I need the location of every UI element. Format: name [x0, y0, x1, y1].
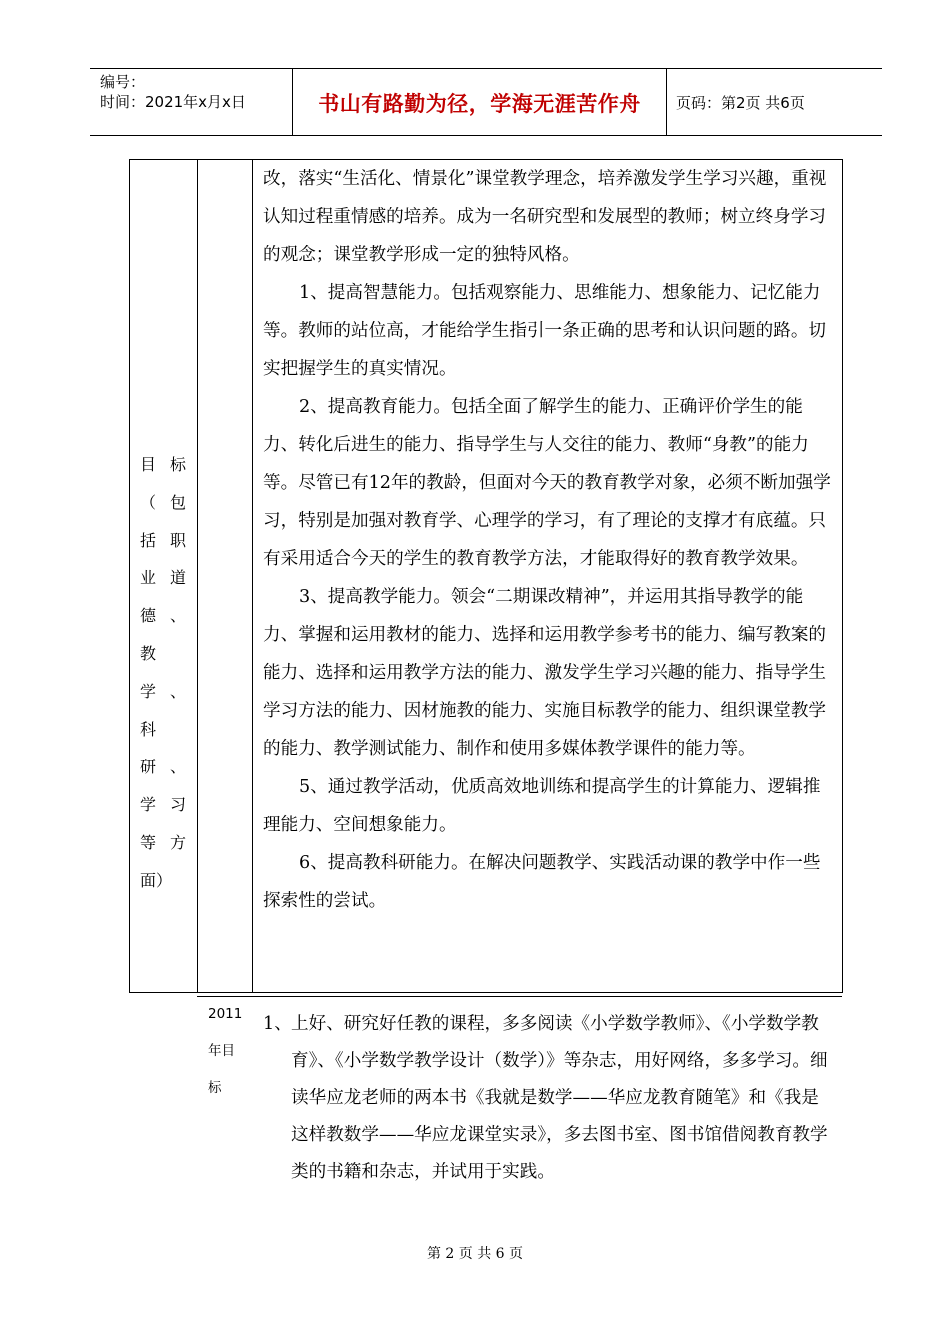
label-row	[130, 717, 196, 755]
header-slogan: 书山有路勤为径，学海无涯苦作舟	[318, 92, 641, 116]
header-meta	[100, 72, 246, 112]
label-row	[130, 792, 196, 830]
year-label-line: 标	[208, 1080, 222, 1096]
label-char: 目	[140, 455, 157, 474]
page-header	[90, 68, 882, 136]
label-row	[130, 452, 196, 490]
time-label: 时间：2021年x月x日	[100, 93, 246, 111]
label-row	[130, 490, 196, 528]
label-char: 道	[169, 568, 186, 588]
content-paragraph: 5、通过教学活动，优质高效地训练和提高学生的计算能力、逻辑推理能力、空间想象能力。	[263, 777, 821, 835]
label-char: 德	[140, 606, 157, 626]
content-paragraph: 1、提高智慧能力。包括观察能力、思维能力、想象能力、记忆能力等。教师的站位高，才能给学生指引一条正确的思考和认识问题的路。切实把握学生的真实情况。	[263, 283, 827, 379]
year-label-line: 年目	[208, 1043, 235, 1059]
label-char: 业	[140, 568, 157, 588]
label-row	[130, 679, 196, 717]
header-bottom-rule	[90, 135, 882, 136]
label-char: 、	[169, 757, 186, 777]
serial-label: 编号：	[100, 73, 146, 91]
label-char: 括	[140, 530, 157, 550]
content-paragraph: 改，落实“生活化、情景化”课堂教学理念，培养激发学生学习兴趣，重视认知过程重情感的培养。成为一名研究型和发展型的教师；树立终身学习的观念；课堂教学形成一定的独特风格。	[263, 169, 827, 265]
year-label-line: 2011	[208, 1006, 243, 1022]
content-paragraph: 3、提高教学能力。领会“二期课改精神”，并运用其指导教学的能力、掌握和运用教材的能力、选择和运用教学参考书的能力、编写教案的能力、选择和运用教学方法的能力、激发学生学习兴趣的能力、指导学生学习方法的能力、因材施教的能力、实施目标教学的能力、组织课堂教学的能力、教学测试能力、制作和使用多媒体教学课件的能力等。	[263, 587, 827, 759]
label-row	[130, 641, 196, 679]
header-page-info: 页码：第2页 共6页	[676, 94, 805, 112]
table-col-divider-1	[197, 160, 198, 992]
content-paragraph: 6、提高教科研能力。在解决问题教学、实践活动课的教学中作一些探索性的尝试。	[263, 853, 821, 911]
label-char: 、	[169, 681, 186, 701]
label-char: 习	[169, 795, 186, 815]
label-char: 、	[169, 606, 186, 626]
label-row	[130, 754, 196, 792]
row-label-goals	[130, 452, 196, 906]
header-top-rule	[90, 68, 882, 69]
label-char: 研	[140, 757, 157, 777]
goal-text: 上好、研究好任教的课程，多多阅读《小学数学教师》、《小学数学教育》、《小学数学教学设计（数学）》等杂志，用好网络，多多学习。细读华应龙老师的两本书《我就是数学——华应龙教育随笔》和《我是这样教数学——华应龙课堂实录》，多去图书室、图书馆借阅教育教学类的书籍和杂志，并试用于实践。	[291, 1014, 828, 1182]
label-char: 学	[140, 681, 157, 701]
label-char: 包	[169, 492, 186, 512]
row-label-2011	[198, 996, 262, 1107]
label-row	[130, 868, 196, 906]
table-col-divider-2	[252, 160, 253, 992]
label-row	[130, 565, 196, 603]
label-char: 等	[140, 832, 157, 852]
label-row	[130, 830, 196, 868]
plan-table	[129, 159, 843, 1182]
content-paragraph: 2、提高教育能力。包括全面了解学生的能力、正确评价学生的能力、转化后进生的能力、指导学生与人交往的能力、教师“身教”的能力等。尽管已有12年的教龄，但面对今天的教育教学对象，必须不断加强学习，特别是加强对教育学、心理学的学习，有了理论的支撑才有底蕴。只有采用适合今天的学生的教育教学方法，才能取得好的教育教学效果。	[263, 397, 831, 569]
label-char: 科	[140, 719, 157, 739]
label-char: 面）	[140, 870, 173, 890]
label-char: 教	[140, 643, 157, 663]
label-row	[130, 528, 196, 566]
goals-content	[263, 160, 842, 920]
label-char: （	[140, 492, 157, 512]
goal-2011-content	[263, 1006, 842, 1191]
label-char: 方	[169, 832, 186, 852]
label-char: 职	[169, 530, 186, 550]
goal-number: 1、	[263, 1014, 292, 1034]
label-char: 学	[140, 795, 157, 815]
table-row-divider	[197, 996, 842, 997]
page-footer: 第 2 页 共 6 页	[426, 1246, 524, 1262]
label-row	[130, 603, 196, 641]
label-char: 标	[169, 455, 186, 474]
header-divider-right	[666, 68, 667, 136]
